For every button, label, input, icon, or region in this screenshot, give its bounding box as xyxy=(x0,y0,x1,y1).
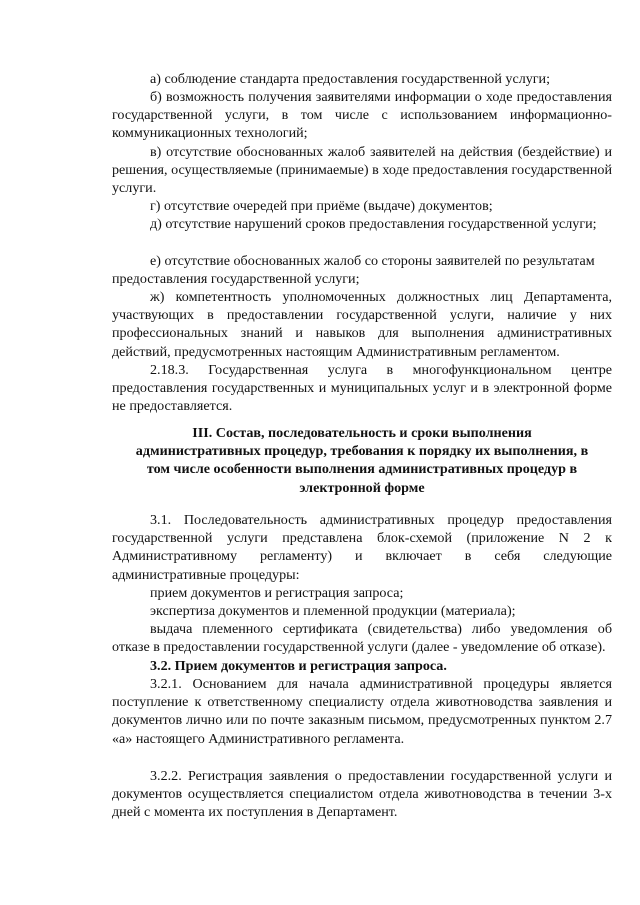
paragraph-3-1 xyxy=(112,511,612,584)
subheading-3-2 xyxy=(112,657,612,675)
paragraph-3-1-text: 3.1. Последовательность административных процедур предоставления государственной услуги представлена блок-схемой (приложение N 2 к Административному регламенту) и включает в себя следующие административные процедуры: xyxy=(112,512,612,583)
procedure-item-1 xyxy=(112,584,612,602)
paragraph-3-2-2 xyxy=(112,767,612,822)
procedure-item-2-text: экспертиза документов и племенной продукции (материала); xyxy=(150,603,516,619)
procedure-item-3 xyxy=(112,620,612,656)
paragraph-3-2-1-text: 3.2.1. Основанием для начала административной процедуры является поступление к ответственному специалисту отдела животноводства заявления и документов лично или по почте заказным письмом, предусмотренных пунктом 2.7 «а» настоящего Административного регламента. xyxy=(112,676,612,747)
list-item-zh-text: ж) компетентность уполномоченных должностных лиц Департамента, участвующих в предоставлении государственной услуги, наличие у них профессиональных знаний и навыков для выполнения административных действий, предусмотренных настоящим Административным регламентом. xyxy=(112,289,612,360)
list-item-v xyxy=(112,143,612,198)
list-item-e-text: е) отсутствие обоснованных жалоб со стороны заявителей по результатам предоставления государственной услуги; xyxy=(112,253,595,288)
list-item-b xyxy=(112,88,612,143)
list-item-b-text: б) возможность получения заявителями информации о ходе предоставления государственной услуги, в том числе с использованием информационно-коммуникационных технологий; xyxy=(112,89,612,142)
subheading-3-2-text: 3.2. Прием документов и регистрация запроса. xyxy=(150,658,447,674)
section-heading xyxy=(132,424,592,497)
list-item-zh xyxy=(112,288,612,361)
list-item-d-text: д) отсутствие нарушений сроков предоставления государственной услуги; xyxy=(150,216,597,232)
paragraph-2-18-3 xyxy=(112,361,612,416)
procedure-item-1-text: прием документов и регистрация запроса; xyxy=(150,585,404,601)
list-item-g xyxy=(112,197,612,215)
list-item-g-text: г) отсутствие очередей при приёме (выдаче) документов; xyxy=(150,198,493,214)
procedure-item-2 xyxy=(112,602,612,620)
list-item-a xyxy=(112,70,612,88)
list-item-v-text: в) отсутствие обоснованных жалоб заявителей на действия (бездействие) и решения, осуществляемые (принимаемые) в ходе предоставления государственной услуги. xyxy=(112,144,612,197)
paragraph-3-2-1 xyxy=(112,675,612,748)
paragraph-3-2-2-text: 3.2.2. Регистрация заявления о предоставлении государственной услуги и документов осуществляется специалистом отдела животноводства в течении 3-х дней с момента их поступления в Департамент. xyxy=(112,768,612,821)
list-item-a-text: а) соблюдение стандарта предоставления государственной услуги; xyxy=(150,71,551,87)
list-item-d xyxy=(112,215,612,233)
procedure-item-3-text: выдача племенного сертификата (свидетельства) либо уведомления об отказе в предоставлении государственной услуги (далее - уведомление об отказе). xyxy=(112,621,612,656)
list-item-e xyxy=(112,252,612,288)
section-heading-text: III. Состав, последовательность и сроки выполнения административных процедур, требования к порядку их выполнения, в том числе особенности выполнения административных процедур в электронной форме xyxy=(135,425,589,496)
paragraph-2-18-3-text: 2.18.3. Государственная услуга в многофункциональном центре предоставления государственных и муниципальных услуг и в электронной форме не предоставляется. xyxy=(112,362,612,415)
